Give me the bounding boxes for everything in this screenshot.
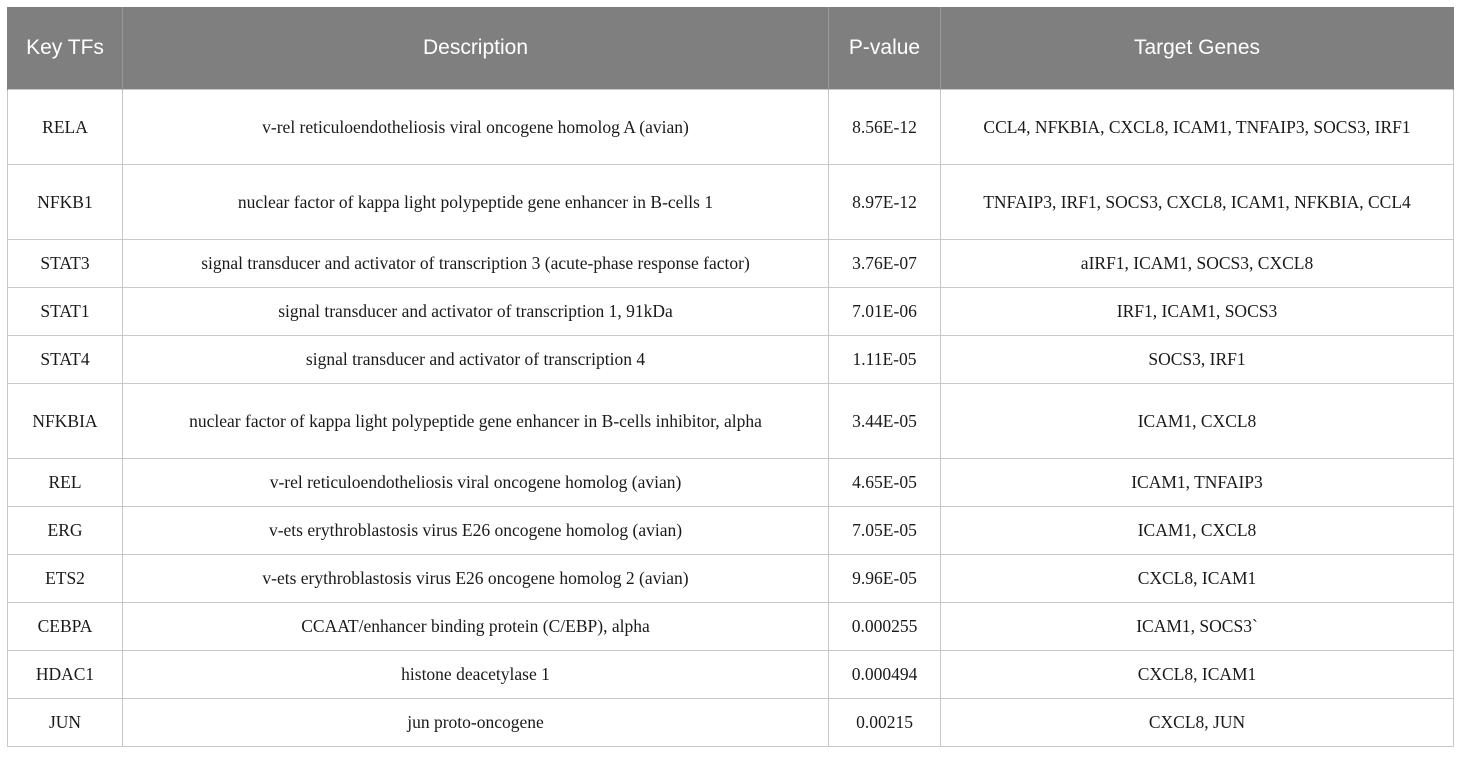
cell-description: v-rel reticuloendotheliosis viral oncogene homolog (avian) xyxy=(123,459,829,507)
cell-target-genes: TNFAIP3, IRF1, SOCS3, CXCL8, ICAM1, NFKBIA, CCL4 xyxy=(941,165,1454,240)
cell-p-value: 3.76E-07 xyxy=(829,240,941,288)
cell-tf: STAT1 xyxy=(8,288,123,336)
cell-description: jun proto-oncogene xyxy=(123,699,829,747)
cell-description: nuclear factor of kappa light polypeptide gene enhancer in B-cells 1 xyxy=(123,165,829,240)
cell-tf: STAT4 xyxy=(8,336,123,384)
cell-target-genes: CXCL8, ICAM1 xyxy=(941,555,1454,603)
cell-target-genes: ICAM1, SOCS3` xyxy=(941,603,1454,651)
header-row xyxy=(8,7,1454,90)
cell-description: v-ets erythroblastosis virus E26 oncogene homolog 2 (avian) xyxy=(123,555,829,603)
cell-tf: RELA xyxy=(8,90,123,165)
cell-target-genes: ICAM1, CXCL8 xyxy=(941,384,1454,459)
cell-p-value: 1.11E-05 xyxy=(829,336,941,384)
cell-description: v-rel reticuloendotheliosis viral oncogene homolog A (avian) xyxy=(123,90,829,165)
header-key-tfs: Key TFs xyxy=(8,7,123,90)
table-header xyxy=(8,7,1454,90)
cell-target-genes: ICAM1, CXCL8 xyxy=(941,507,1454,555)
cell-tf: CEBPA xyxy=(8,603,123,651)
cell-tf: JUN xyxy=(8,699,123,747)
cell-target-genes: IRF1, ICAM1, SOCS3 xyxy=(941,288,1454,336)
cell-target-genes: CXCL8, ICAM1 xyxy=(941,651,1454,699)
cell-target-genes: aIRF1, ICAM1, SOCS3, CXCL8 xyxy=(941,240,1454,288)
cell-description: signal transducer and activator of transcription 1, 91kDa xyxy=(123,288,829,336)
cell-p-value: 0.000255 xyxy=(829,603,941,651)
cell-description: histone deacetylase 1 xyxy=(123,651,829,699)
table-body xyxy=(8,90,1454,747)
table-row xyxy=(8,90,1454,165)
cell-target-genes: CCL4, NFKBIA, CXCL8, ICAM1, TNFAIP3, SOCS3, IRF1 xyxy=(941,90,1454,165)
cell-p-value: 8.97E-12 xyxy=(829,165,941,240)
cell-p-value: 8.56E-12 xyxy=(829,90,941,165)
cell-p-value: 0.00215 xyxy=(829,699,941,747)
cell-description: signal transducer and activator of transcription 3 (acute-phase response factor) xyxy=(123,240,829,288)
cell-description: CCAAT/enhancer binding protein (C/EBP), alpha xyxy=(123,603,829,651)
cell-tf: STAT3 xyxy=(8,240,123,288)
table-container xyxy=(7,7,1453,747)
cell-tf: REL xyxy=(8,459,123,507)
table-row xyxy=(8,288,1454,336)
table-row xyxy=(8,651,1454,699)
cell-description: v-ets erythroblastosis virus E26 oncogene homolog (avian) xyxy=(123,507,829,555)
table-row xyxy=(8,240,1454,288)
header-p-value: P-value xyxy=(829,7,941,90)
table-row xyxy=(8,384,1454,459)
cell-p-value: 4.65E-05 xyxy=(829,459,941,507)
cell-p-value: 7.05E-05 xyxy=(829,507,941,555)
table-row xyxy=(8,459,1454,507)
cell-target-genes: CXCL8, JUN xyxy=(941,699,1454,747)
transcription-factor-table xyxy=(7,7,1454,747)
header-description: Description xyxy=(123,7,829,90)
cell-tf: ETS2 xyxy=(8,555,123,603)
cell-p-value: 9.96E-05 xyxy=(829,555,941,603)
cell-tf: NFKBIA xyxy=(8,384,123,459)
cell-p-value: 0.000494 xyxy=(829,651,941,699)
cell-target-genes: SOCS3, IRF1 xyxy=(941,336,1454,384)
table-row xyxy=(8,165,1454,240)
cell-description: nuclear factor of kappa light polypeptide gene enhancer in B-cells inhibitor, alpha xyxy=(123,384,829,459)
cell-p-value: 3.44E-05 xyxy=(829,384,941,459)
cell-target-genes: ICAM1, TNFAIP3 xyxy=(941,459,1454,507)
cell-description: signal transducer and activator of transcription 4 xyxy=(123,336,829,384)
cell-tf: ERG xyxy=(8,507,123,555)
cell-p-value: 7.01E-06 xyxy=(829,288,941,336)
header-target-genes: Target Genes xyxy=(941,7,1454,90)
table-row xyxy=(8,603,1454,651)
table-row xyxy=(8,507,1454,555)
table-row xyxy=(8,336,1454,384)
cell-tf: HDAC1 xyxy=(8,651,123,699)
table-row xyxy=(8,555,1454,603)
table-row xyxy=(8,699,1454,747)
cell-tf: NFKB1 xyxy=(8,165,123,240)
